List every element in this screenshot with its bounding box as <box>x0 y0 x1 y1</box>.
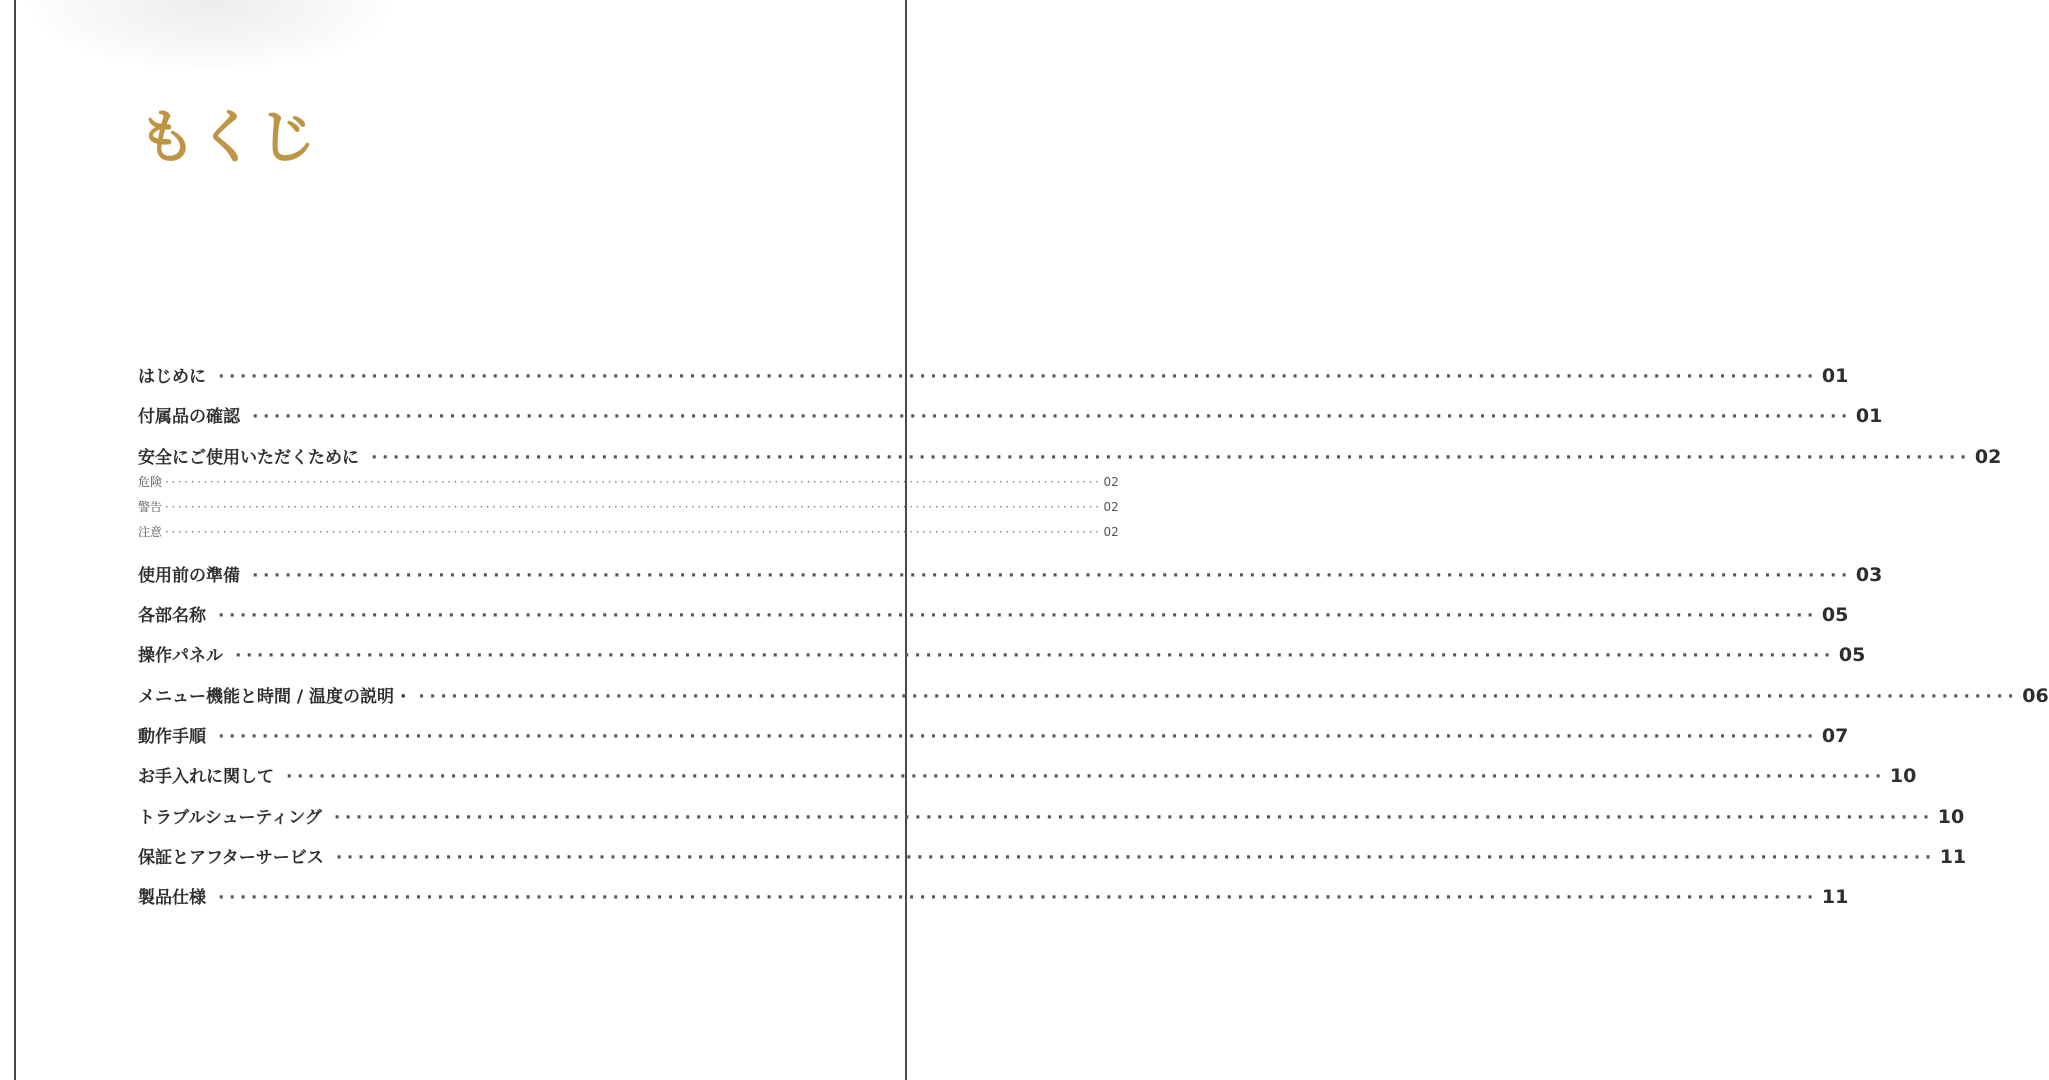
toc-entry-label: 安全にご使用いただくために <box>138 447 359 468</box>
toc-subentry-caution[interactable] <box>138 523 1119 548</box>
toc-leader-dots: ·················································································································································· <box>418 686 2019 707</box>
toc-entry-preparation[interactable] <box>138 561 1883 601</box>
toc-page-number: 06 <box>2022 684 2049 707</box>
toc-subentry-label: 危険 <box>138 474 163 489</box>
toc-leader-dots: ·················································································································································· <box>218 888 1818 909</box>
toc-entry-label: 保証とアフターサービス <box>138 847 324 868</box>
toc-entry-maintenance[interactable] <box>138 762 1917 802</box>
toc-entry-label: 使用前の準備 <box>138 565 240 586</box>
toc-entry-menu-functions[interactable] <box>138 682 2049 722</box>
toc-entry-label: メニュー機能と時間 / 温度の説明 · <box>138 686 407 707</box>
toc-leader-dots: ·················································································································································· <box>252 407 1852 428</box>
toc-page-number: 10 <box>1937 805 1965 828</box>
toc-leader-dots: ·················································································································································· <box>235 646 1835 667</box>
toc-entry-specifications[interactable] <box>138 883 1849 923</box>
top-shadow <box>30 0 390 70</box>
toc-leader-dots: ·················································································································································· <box>218 606 1818 627</box>
page-title: もくじ <box>138 103 319 171</box>
toc-entry-label: 動作手順 <box>138 727 206 748</box>
toc-leader-dots: ·················································································································································· <box>165 524 1102 539</box>
toc-entry-label: お手入れに関して <box>138 767 274 788</box>
toc-entry-part-names[interactable] <box>138 601 1849 641</box>
toc-page-number: 10 <box>1889 765 1917 788</box>
toc-leader-dots: ·················································································································································· <box>335 847 1936 868</box>
toc-entry-control-panel[interactable] <box>138 641 1866 681</box>
toc-subentry-danger[interactable] <box>138 473 1119 498</box>
toc-entry-accessories[interactable] <box>138 402 1883 442</box>
toc-leader-dots: ·················································································································································· <box>371 447 1971 468</box>
page-border-left <box>14 0 16 1080</box>
toc-subentry-warning[interactable] <box>138 498 1119 523</box>
toc-page-number: 11 <box>1821 886 1849 909</box>
toc-page-number: 01 <box>1821 365 1849 387</box>
page-border-right <box>905 0 907 1080</box>
toc-leader-dots: ·················································································································································· <box>165 499 1102 514</box>
toc-subentry-label: 警告 <box>138 499 163 514</box>
table-of-contents <box>138 362 2049 924</box>
toc-page-number: 07 <box>1821 725 1849 748</box>
toc-leader-dots: ·················································································································································· <box>333 807 1934 828</box>
toc-page-number: 02 <box>1103 499 1119 514</box>
toc-leader-dots: ·················································································································································· <box>165 474 1102 489</box>
toc-page-number: 01 <box>1855 405 1883 428</box>
toc-entry-hajimeni[interactable] <box>138 362 1849 402</box>
toc-entry-label: トラブルシューティング <box>138 807 322 828</box>
toc-page-number: 05 <box>1838 644 1866 667</box>
toc-page-number: 05 <box>1821 604 1849 627</box>
toc-page-number: 02 <box>1974 445 2002 468</box>
toc-leader-dots: ·················································································································································· <box>286 767 1886 788</box>
toc-subentry-label: 注意 <box>138 524 163 539</box>
toc-page-number: 02 <box>1103 524 1119 539</box>
toc-entry-label: 付属品の確認 <box>138 407 240 428</box>
toc-entry-label: 各部名称 <box>138 606 206 627</box>
toc-entry-label: はじめに <box>138 367 206 387</box>
toc-leader-dots: ·················································································································································· <box>218 727 1818 748</box>
toc-entry-label: 操作パネル <box>138 646 223 667</box>
toc-entry-operation-steps[interactable] <box>138 722 1849 762</box>
toc-entry-label: 製品仕様 <box>138 888 206 909</box>
toc-page-number: 03 <box>1855 563 1883 586</box>
toc-entry-warranty[interactable] <box>138 843 1967 883</box>
toc-leader-dots: ·················································································································································· <box>218 367 1818 387</box>
toc-leader-dots: ·················································································································································· <box>252 565 1852 586</box>
toc-page-number: 02 <box>1103 474 1119 489</box>
toc-entry-troubleshooting[interactable] <box>138 803 1965 843</box>
toc-page-number: 11 <box>1939 845 1967 868</box>
